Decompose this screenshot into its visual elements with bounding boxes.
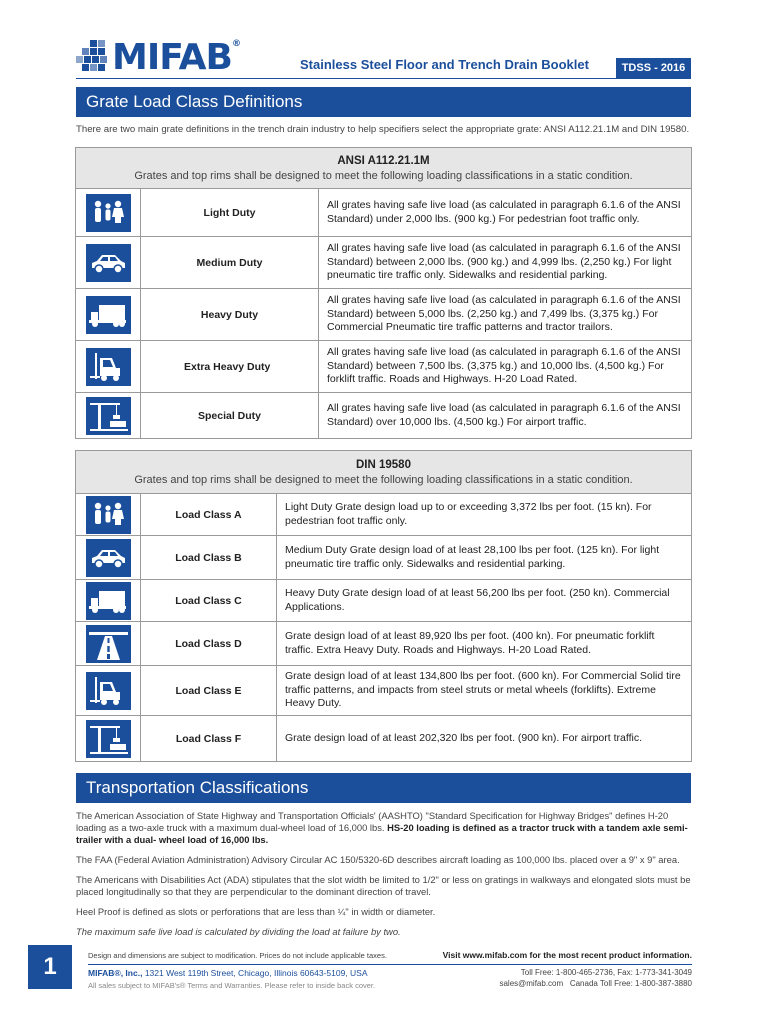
car-icon <box>86 244 131 282</box>
transport-paragraph-aashto: The American Association of State Highway and Transportation Officials' (AASHTO) "Standard Specification for Highway Bridges" defines H-20 loading as a two-axle truck with a maximum dual-wheel load of 16,000 lbs. HS-20 loading is defined as a tractor truck with a tandem axle semi-trailer with a dual- wheel load of 16,000 lbs. <box>76 810 688 845</box>
grate-intro: There are two main grate definitions in the trench drain industry to help specifiers select the appropriate grate: ANSI A112.21.1M and DIN 19580. <box>76 124 690 135</box>
truck-icon <box>86 582 131 620</box>
transport-paragraph-faa: The FAA (Federal Aviation Administration) Advisory Circular AC 150/5320-6D describes aircraft loading as 100,000 lbs. placed over a 9" x 9" area. <box>76 854 680 865</box>
family-icon <box>86 496 131 534</box>
class-description: All grates having safe live load (as calculated in paragraph 6.1.6 of the ANSI Standard) between 5,000 lbs. (2,250 kg.) and 7,499 lbs. (3,375 kg.) For Commercial Pneumatic tire traffic patterns and tractor trailors. <box>319 289 692 341</box>
class-description: Heavy Duty Grate design load of at least 56,200 lbs per foot. (250 kn). Commercial Applications. <box>277 580 692 622</box>
class-name: Extra Heavy Duty <box>141 341 319 393</box>
forklift-icon <box>86 348 131 386</box>
ansi-title: ANSI A112.21.1M <box>337 154 430 167</box>
class-name: Load Class E <box>141 666 277 716</box>
table-row <box>76 536 692 580</box>
footer-disclaimer: Design and dimensions are subject to modification. Prices do not include applicable taxes. <box>88 951 387 960</box>
footer-phone: Toll Free: 1-800-465-2736, Fax: 1-773-341-3049 <box>520 968 692 977</box>
logo-wordmark: MIFAB® <box>112 37 240 78</box>
table-row <box>76 289 692 341</box>
table-row <box>76 494 692 536</box>
din-subtitle: Grates and top rims shall be designed to meet the following loading classifications in a static condition. <box>134 473 633 486</box>
ansi-table-wrap <box>75 147 692 439</box>
booklet-title: Stainless Steel Floor and Trench Drain Booklet <box>300 57 589 72</box>
highway-icon <box>86 625 131 663</box>
page-number: 1 <box>28 945 72 989</box>
class-name: Load Class B <box>141 536 277 580</box>
footer-address: MIFAB®, Inc., 1321 West 119th Street, Chicago, Illinois 60643-5109, USA <box>88 968 368 978</box>
class-name: Medium Duty <box>141 237 319 289</box>
class-name: Special Duty <box>141 393 319 439</box>
ansi-header <box>76 148 692 189</box>
footer-terms: All sales subject to MIFAB's® Terms and Warranties. Please refer to inside back cover. <box>88 981 376 990</box>
din-header-row <box>76 451 692 494</box>
ansi-subtitle: Grates and top rims shall be designed to meet the following loading classifications in a static condition. <box>134 169 633 182</box>
forklift-icon <box>86 672 131 710</box>
logo-mark-icon <box>76 40 110 76</box>
class-description: Grate design load of at least 202,320 lbs per foot. (900 kn). For airport traffic. <box>277 716 692 762</box>
class-name: Load Class F <box>141 716 277 762</box>
footer-company: MIFAB®, Inc., <box>88 968 143 978</box>
class-name: Load Class D <box>141 622 277 666</box>
class-description: All grates having safe live load (as calculated in paragraph 6.1.6 of the ANSI Standard) between 7,500 lbs. (3,375 kg.) and 10,000 lbs. (4,500 kg.) For forklift traffic. Roads and Highways. H-20 Load Rated. <box>319 341 692 393</box>
din-table <box>75 450 692 762</box>
family-icon <box>86 194 131 232</box>
class-description: All grates having safe live load (as calculated in paragraph 6.1.6 of the ANSI Standard) between 2,000 lbs. (900 kg.) and 4,999 lbs. (2,250 kg.) For light pneumatic tire traffic only. Sidewalks and residential parking. <box>319 237 692 289</box>
class-name: Light Duty <box>141 189 319 237</box>
logo <box>76 40 110 76</box>
section-title-grate: Grate Load Class Definitions <box>76 87 691 117</box>
footer-email: sales@mifab.com Canada Toll Free: 1-800-387-3880 <box>499 979 692 988</box>
hs20-definition: HS-20 loading is defined as a tractor truck with a tandem axle semi-trailer with a dual- wheel load of 16,000 lbs. <box>76 822 688 845</box>
class-name: Load Class C <box>141 580 277 622</box>
table-row <box>76 393 692 439</box>
class-name: Load Class A <box>141 494 277 536</box>
din-table-wrap <box>75 450 692 762</box>
din-title: DIN 19580 <box>356 458 411 471</box>
class-description: All grates having safe live load (as calculated in paragraph 6.1.6 of the ANSI Standard) under 2,000 lbs. (900 kg.) For pedestrian foot traffic only. <box>319 189 692 237</box>
din-header <box>76 451 692 494</box>
class-description: Grate design load of at least 89,920 lbs per foot. (400 kn). For pneumatic forklift traffic. Extra Heavy Duty. Roads and Highways. H-20 Load Rated. <box>277 622 692 666</box>
crane-icon <box>86 720 131 758</box>
class-description: Grate design load of at least 134,800 lbs per foot. (600 kn). For Commercial Solid tire traffic patterns, and impacts from steel struts or metal wheels (forklifts). Extreme Heavy Duty. <box>277 666 692 716</box>
footer-rule <box>88 964 692 965</box>
class-description: All grates having safe live load (as calculated in paragraph 6.1.6 of the ANSI Standard) over 10,000 lbs. (4,500 kg.) For airport traffic. <box>319 393 692 439</box>
car-icon <box>86 539 131 577</box>
doc-code-badge: TDSS - 2016 <box>616 58 691 78</box>
class-description: Light Duty Grate design load up to or exceeding 3,372 lbs per foot. (15 kn). For pedestrian foot traffic only. <box>277 494 692 536</box>
table-row <box>76 716 692 762</box>
header-rule <box>76 78 691 79</box>
table-row <box>76 666 692 716</box>
class-description: Medium Duty Grate design load of at least 28,100 lbs per foot. (125 kn). For light pneumatic tire traffic only. Sidewalks and residential parking. <box>277 536 692 580</box>
transport-paragraph-ada: The Americans with Disabilities Act (ADA) stipulates that the slot width be limited to 1/2" or less on gratings in walkways and elongated slots must be placed longitudinally so that they are perpendicular to the dominant direction of travel. <box>76 874 691 897</box>
table-row <box>76 622 692 666</box>
table-row <box>76 580 692 622</box>
table-row <box>76 237 692 289</box>
table-row <box>76 189 692 237</box>
transport-paragraph-safe-load: The maximum safe live load is calculated by dividing the load at failure by two. <box>76 926 401 937</box>
ansi-table <box>75 147 692 439</box>
section-title-transport: Transportation Classifications <box>76 773 691 803</box>
transport-paragraph-heel-proof: Heel Proof is defined as slots or perforations that are less than ¼" in width or diameter. <box>76 906 436 917</box>
class-name: Heavy Duty <box>141 289 319 341</box>
ansi-header-row <box>76 148 692 189</box>
table-row <box>76 341 692 393</box>
truck-icon <box>86 296 131 334</box>
crane-icon <box>86 397 131 435</box>
footer-visit: Visit www.mifab.com for the most recent product information. <box>442 950 692 960</box>
